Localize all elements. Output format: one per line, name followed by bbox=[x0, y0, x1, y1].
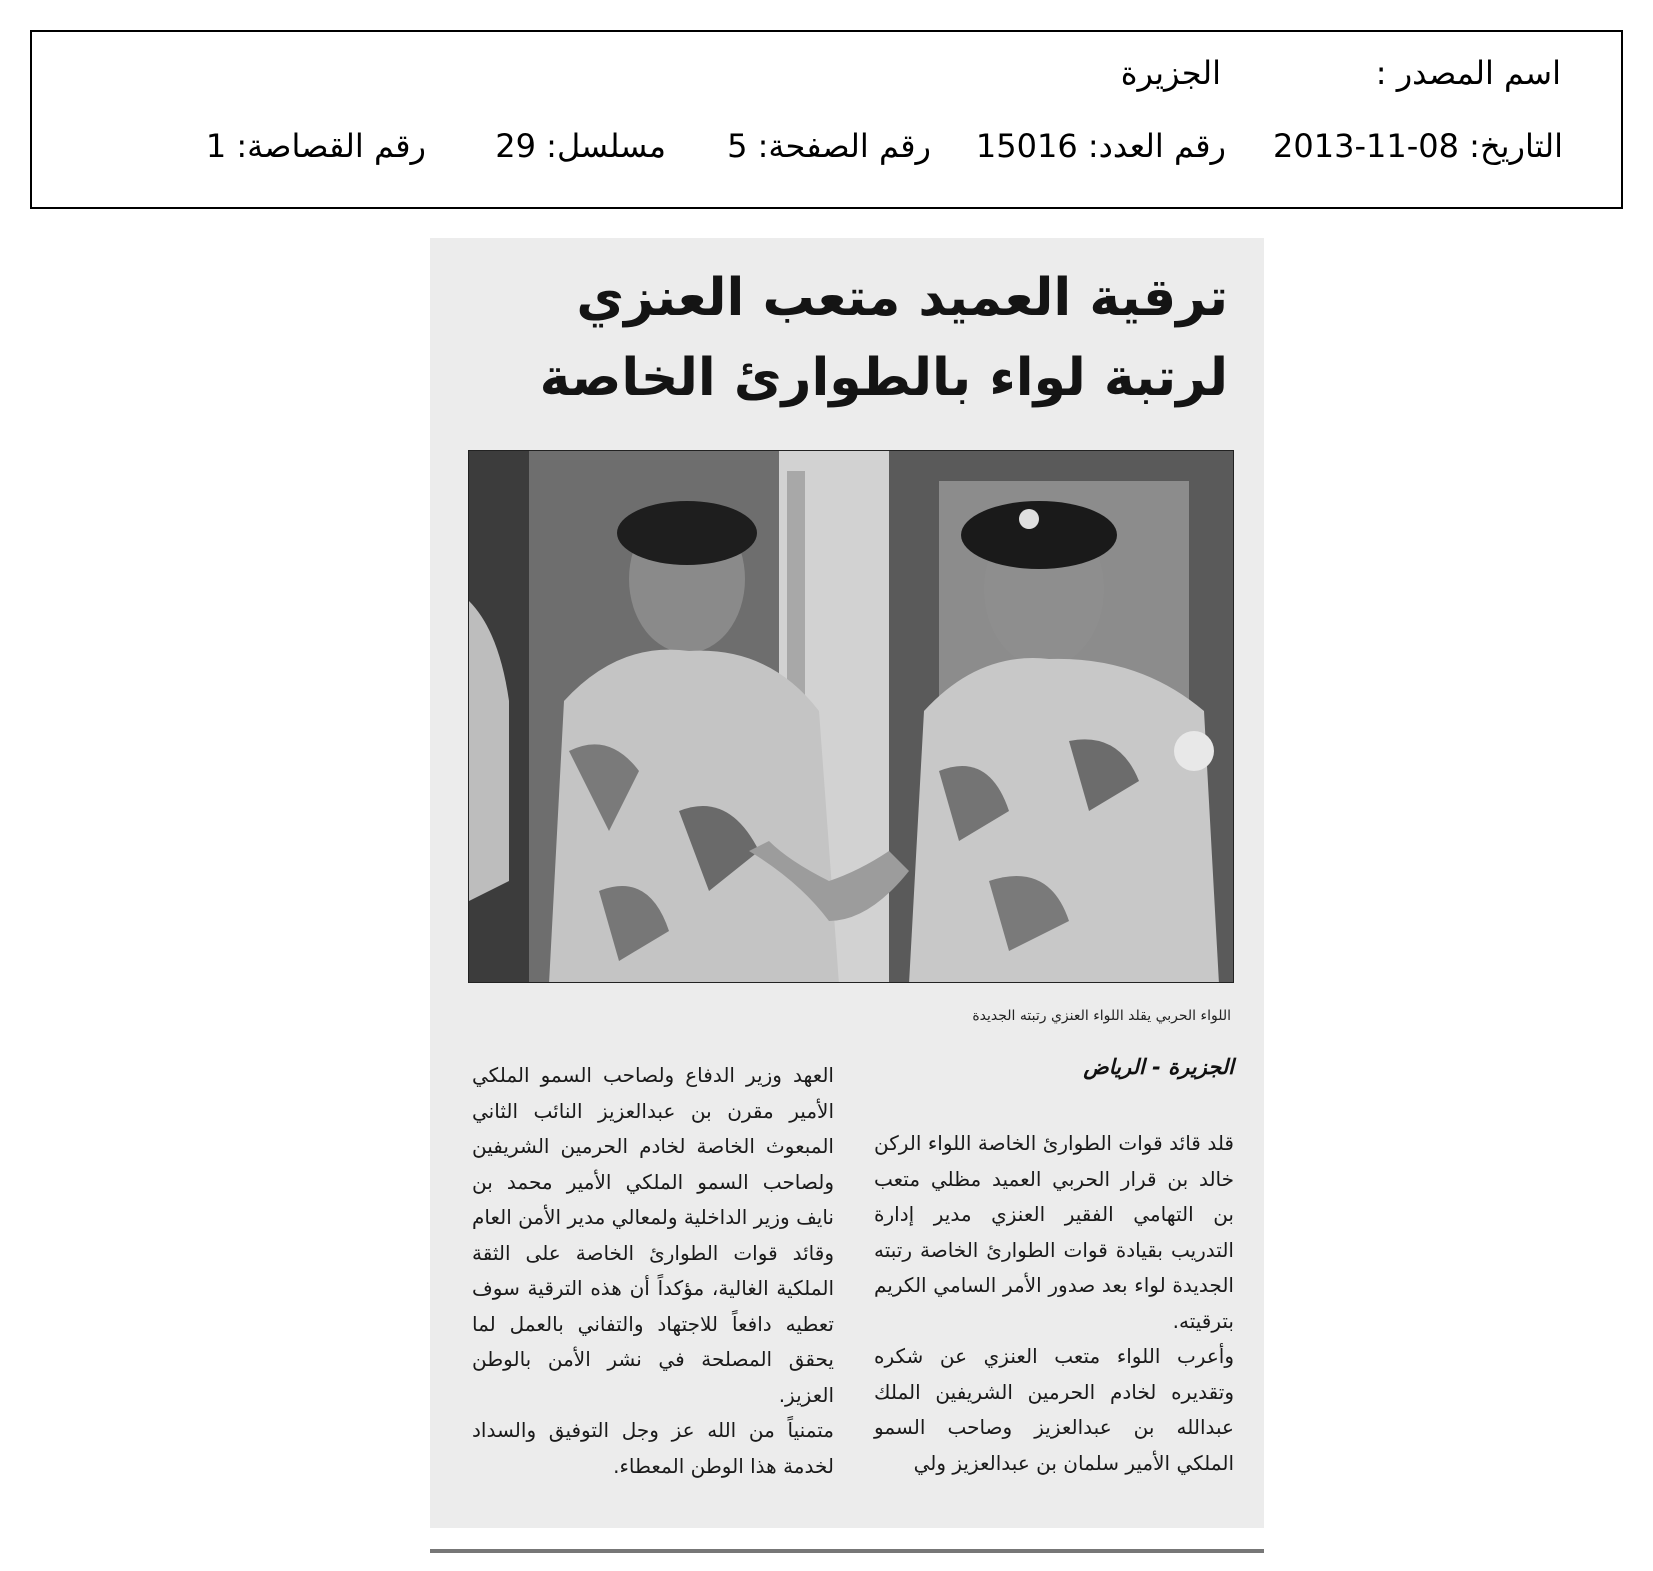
source-value: الجزيرة bbox=[1120, 54, 1221, 92]
issue-number: رقم العدد: 15016 bbox=[975, 127, 1226, 165]
headline-line-1: ترقية العميد متعب العنزي bbox=[576, 268, 1228, 328]
article-column-right bbox=[874, 1126, 1234, 1481]
bottom-rule bbox=[430, 1549, 1264, 1553]
dateline: الجزيرة - الرياض bbox=[1083, 1055, 1234, 1079]
article-paragraph: متمنياً من الله عز وجل التوفيق والسداد لخدمة هذا الوطن المعطاء. bbox=[472, 1418, 834, 1478]
newspaper-clipping bbox=[430, 238, 1264, 1528]
photo-illustration bbox=[469, 451, 1234, 983]
clip-number: رقم القصاصة: 1 bbox=[205, 127, 426, 165]
article-photo bbox=[468, 450, 1234, 983]
date-field: التاريخ: 08-11-2013 bbox=[1273, 127, 1563, 165]
serial-number: مسلسل: 29 bbox=[495, 127, 666, 165]
headline-line-2: لرتبة لواء بالطوارئ الخاصة bbox=[539, 348, 1228, 408]
article-column-left bbox=[472, 1058, 834, 1484]
source-label: اسم المصدر : bbox=[1375, 54, 1561, 92]
article-paragraph: العهد وزير الدفاع ولصاحب السمو الملكي الأمير مقرن بن عبدالعزيز النائب الثاني المبعوث الخاصة لخادم الحرمين الشريفين ولصاحب السمو الملكي الأمير محمد بن نايف وزير الداخلية ولمعالي مدير الأمن العام وقائد قوات الطوارئ الخاصة على الثقة الملكية الغالية، مؤكداً أن هذه الترقية سوف تعطيه دافعاً للاجتهاد والتفاني بالعمل لما يحقق المصلحة في نشر الأمن بالوطن العزيز. bbox=[472, 1063, 834, 1407]
photo-caption: اللواء الحربي يقلد اللواء العنزي رتبته الجديدة bbox=[972, 1008, 1231, 1024]
article-paragraph: قلد قائد قوات الطوارئ الخاصة اللواء الركن خالد بن قرار الحربي العميد مظلي متعب بن التهامي الفقير العنزي مدير إدارة التدريب بقيادة قوات الطوارئ الخاصة رتبته الجديدة لواء بعد صدور الأمر السامي الكريم بترقيته. bbox=[874, 1131, 1234, 1333]
page-number: رقم الصفحة: 5 bbox=[727, 127, 931, 165]
article-paragraph: وأعرب اللواء متعب العنزي عن شكره وتقديره لخادم الحرمين الشريفين الملك عبدالله بن عبدالعزيز وصاحب السمو الملكي الأمير سلمان بن عبدالعزيز ولي bbox=[874, 1344, 1234, 1475]
source-info-box bbox=[30, 30, 1623, 209]
